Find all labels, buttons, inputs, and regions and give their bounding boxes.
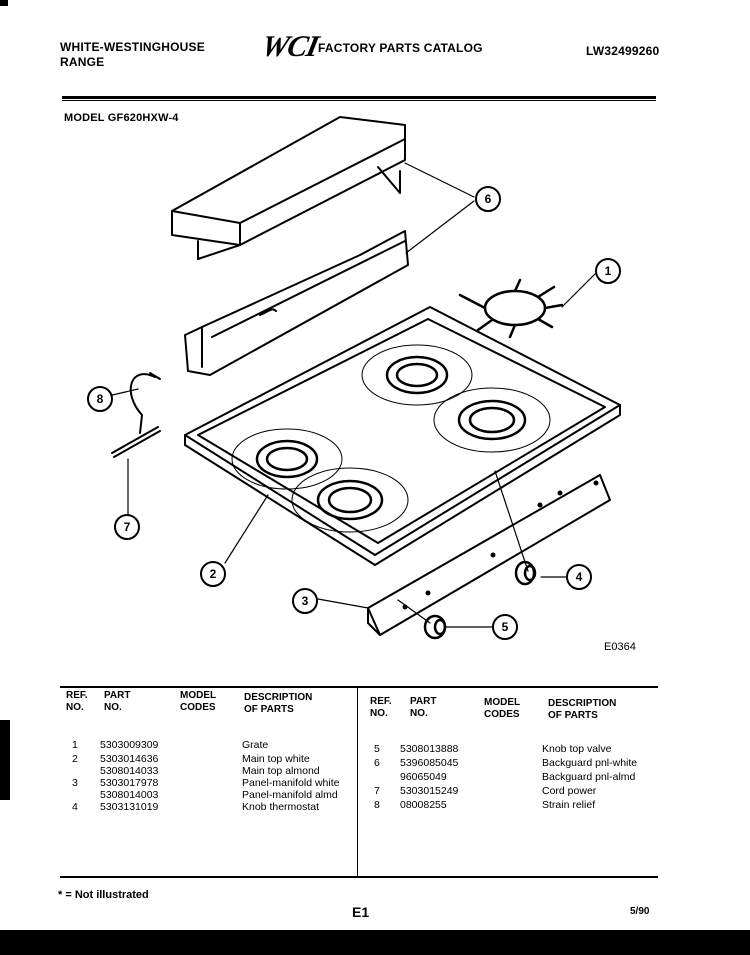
brand-header — [60, 40, 205, 70]
svg-text:7: 7 — [123, 520, 131, 534]
table-top-rule — [60, 686, 658, 688]
header-model-codes: MODEL CODES — [180, 690, 217, 713]
product-type: RANGE — [60, 55, 105, 69]
svg-text:3: 3 — [301, 594, 309, 608]
page-id: E1 — [352, 904, 370, 920]
exploded-parts-diagram — [60, 115, 660, 655]
callout-6 — [476, 187, 500, 211]
manifold-panel — [368, 475, 610, 635]
callout-3 — [293, 589, 317, 613]
callout-5 — [493, 615, 517, 639]
header-ref-no-right: REF. NO. — [370, 696, 392, 719]
catalog-title: FACTORY PARTS CATALOG — [318, 41, 483, 55]
header-rule-thin — [62, 100, 656, 101]
callout-1 — [596, 259, 620, 283]
table-bottom-rule — [60, 876, 658, 878]
svg-text:5: 5 — [501, 620, 509, 634]
power-cord — [112, 373, 160, 457]
header-description-right: DESCRIPTION OF PARTS — [548, 698, 617, 721]
figure-code: E0364 — [604, 641, 636, 653]
svg-text:2: 2 — [209, 567, 217, 581]
callout-7 — [115, 515, 139, 539]
document-number: LW32499260 — [586, 44, 660, 58]
callout-2 — [201, 562, 225, 586]
header-model-codes-right: MODEL CODES — [484, 697, 521, 720]
header-description: DESCRIPTION OF PARTS — [244, 692, 313, 715]
callout-markers — [88, 187, 620, 639]
brand-name: WHITE-WESTINGHOUSE — [60, 40, 205, 54]
header-ref-no: REF. NO. — [66, 690, 88, 713]
callout-8 — [88, 387, 112, 411]
footnote: * = Not illustrated — [58, 889, 149, 901]
revision-date: 5/90 — [630, 906, 650, 917]
svg-text:1: 1 — [604, 264, 612, 278]
table-column-divider — [357, 688, 358, 876]
header-rule — [62, 96, 656, 99]
header-part-no-right: PART NO. — [410, 696, 437, 719]
model-number: MODEL GF620HXW-4 — [64, 112, 179, 124]
scan-edge-mark — [0, 0, 8, 6]
scan-bottom-border — [0, 930, 750, 955]
svg-text:8: 8 — [96, 392, 104, 406]
grate — [460, 280, 562, 337]
scan-edge-mark — [0, 720, 10, 800]
callout-4 — [567, 565, 591, 589]
backguard-panel-upper — [172, 117, 405, 259]
top-valve-knob — [425, 616, 445, 638]
header-part-no: PART NO. — [104, 690, 131, 713]
svg-text:6: 6 — [484, 192, 492, 206]
wci-logo: WCI — [258, 30, 321, 63]
svg-text:4: 4 — [575, 570, 583, 584]
